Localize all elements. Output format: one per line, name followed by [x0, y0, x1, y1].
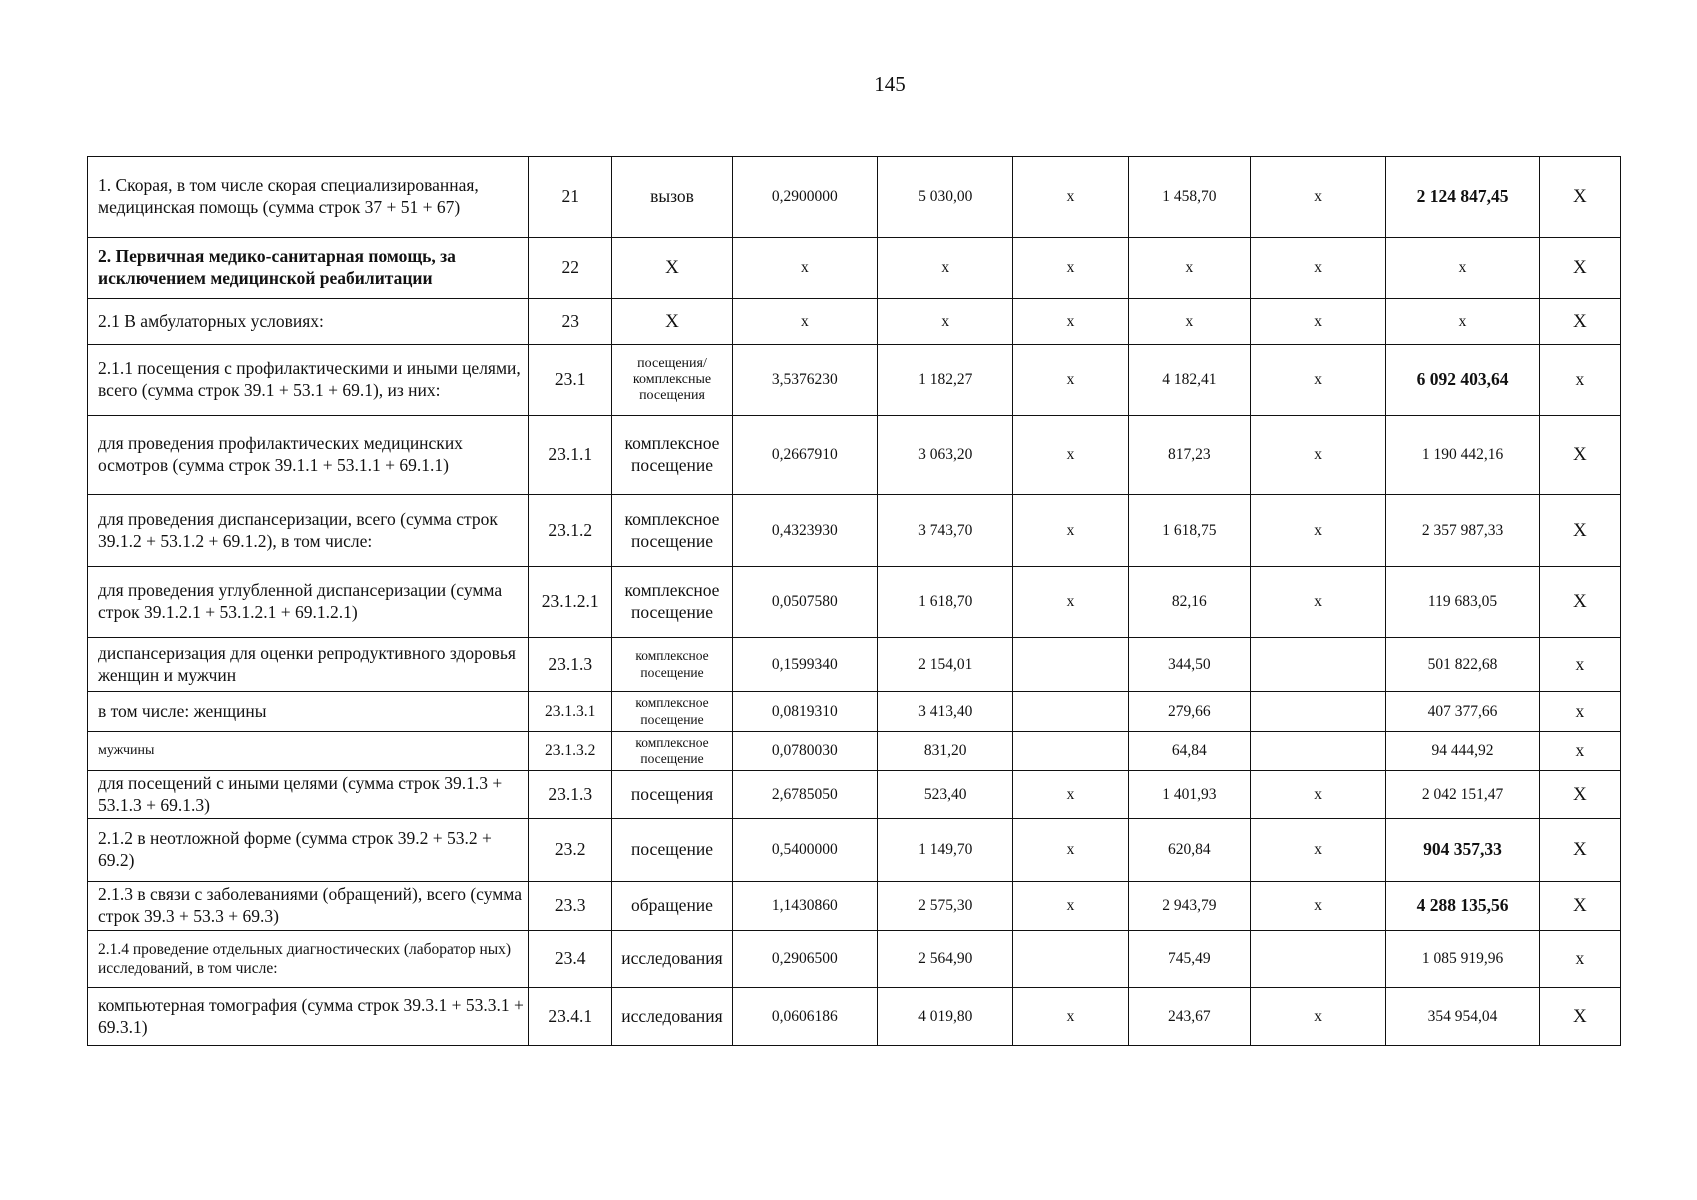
row-col7: 1 618,75 — [1128, 495, 1250, 567]
row-norm: 0,0780030 — [732, 732, 877, 771]
table-row — [88, 771, 1621, 819]
row-unit: комплексное посещение — [612, 732, 732, 771]
row-code: 23.1.1 — [529, 416, 612, 495]
row-code: 23.1.2.1 — [529, 567, 612, 638]
row-code: 23.4 — [529, 931, 612, 988]
row-col6: х — [1013, 819, 1128, 882]
row-name: для проведения углубленной диспансеризации (сумма строк 39.1.2.1 + 53.1.2.1 + 69.1.2.1) — [88, 567, 529, 638]
row-col7: 82,16 — [1128, 567, 1250, 638]
row-col7: 745,49 — [1128, 931, 1250, 988]
row-unit: Х — [612, 238, 732, 299]
row-norm: х — [732, 299, 877, 345]
row-unit: комплексное посещение — [612, 495, 732, 567]
row-name: мужчины — [88, 732, 529, 771]
row-col7: 1 401,93 — [1128, 771, 1250, 819]
row-col8: х — [1250, 157, 1385, 238]
page-number: 145 — [874, 72, 906, 96]
row-col7: 1 458,70 — [1128, 157, 1250, 238]
row-col6: х — [1013, 345, 1128, 416]
table-row — [88, 416, 1621, 495]
row-norm: 0,0606186 — [732, 988, 877, 1046]
table-row — [88, 638, 1621, 692]
row-col8: х — [1250, 416, 1385, 495]
row-col9: 354 954,04 — [1386, 988, 1539, 1046]
table-row — [88, 495, 1621, 567]
row-norm: 1,1430860 — [732, 882, 877, 931]
row-code: 23 — [529, 299, 612, 345]
row-name: 1. Скорая, в том числе скорая специализированная, медицинская помощь (сумма строк 37 + 51 + 67) — [88, 157, 529, 238]
row-norm: 0,5400000 — [732, 819, 877, 882]
row-code: 21 — [529, 157, 612, 238]
row-col9: х — [1386, 299, 1539, 345]
row-cost: 1 618,70 — [878, 567, 1013, 638]
row-col10: х — [1539, 732, 1620, 771]
row-col9: 94 444,92 — [1386, 732, 1539, 771]
row-col10: Х — [1539, 157, 1620, 238]
row-cost: х — [878, 299, 1013, 345]
row-col9: 1 085 919,96 — [1386, 931, 1539, 988]
row-cost: 523,40 — [878, 771, 1013, 819]
row-cost: 3 063,20 — [878, 416, 1013, 495]
row-col9: 1 190 442,16 — [1386, 416, 1539, 495]
row-col6 — [1013, 732, 1128, 771]
row-col9: х — [1386, 238, 1539, 299]
row-unit: исследования — [612, 988, 732, 1046]
row-cost: 2 575,30 — [878, 882, 1013, 931]
row-cost: 831,20 — [878, 732, 1013, 771]
row-norm: 0,1599340 — [732, 638, 877, 692]
row-col8 — [1250, 732, 1385, 771]
row-col6 — [1013, 931, 1128, 988]
row-code: 23.1.3 — [529, 771, 612, 819]
row-col9: 2 124 847,45 — [1386, 157, 1539, 238]
row-col8 — [1250, 692, 1385, 732]
row-col7: х — [1128, 238, 1250, 299]
row-col6: х — [1013, 238, 1128, 299]
row-col8: х — [1250, 238, 1385, 299]
row-unit: обращение — [612, 882, 732, 931]
row-norm: 0,0819310 — [732, 692, 877, 732]
row-col9: 2 042 151,47 — [1386, 771, 1539, 819]
row-col8: х — [1250, 771, 1385, 819]
row-col8: х — [1250, 345, 1385, 416]
row-col9: 119 683,05 — [1386, 567, 1539, 638]
row-cost: 4 019,80 — [878, 988, 1013, 1046]
row-col9: 2 357 987,33 — [1386, 495, 1539, 567]
row-cost: 5 030,00 — [878, 157, 1013, 238]
row-col7: 279,66 — [1128, 692, 1250, 732]
row-name: в том числе: женщины — [88, 692, 529, 732]
row-name: 2. Первичная медико-санитарная помощь, за исключением медицинской реабилитации — [88, 238, 529, 299]
row-col9: 501 822,68 — [1386, 638, 1539, 692]
row-name: 2.1.2 в неотложной форме (сумма строк 39.2 + 53.2 + 69.2) — [88, 819, 529, 882]
row-name: диспансеризация для оценки репродуктивного здоровья женщин и мужчин — [88, 638, 529, 692]
row-norm: х — [732, 238, 877, 299]
row-col6: х — [1013, 495, 1128, 567]
row-norm: 0,2667910 — [732, 416, 877, 495]
row-cost: 3 413,40 — [878, 692, 1013, 732]
row-col10: Х — [1539, 299, 1620, 345]
row-col7: 64,84 — [1128, 732, 1250, 771]
table-row — [88, 732, 1621, 771]
row-code: 23.3 — [529, 882, 612, 931]
row-cost: 2 154,01 — [878, 638, 1013, 692]
row-col8 — [1250, 638, 1385, 692]
row-code: 23.1.3.1 — [529, 692, 612, 732]
row-col6 — [1013, 638, 1128, 692]
row-col10: х — [1539, 345, 1620, 416]
row-col8: х — [1250, 819, 1385, 882]
row-code: 23.1.2 — [529, 495, 612, 567]
row-unit: посещения — [612, 771, 732, 819]
row-cost: х — [878, 238, 1013, 299]
row-col7: 4 182,41 — [1128, 345, 1250, 416]
row-code: 23.1.3.2 — [529, 732, 612, 771]
row-name: для проведения профилактических медицинских осмотров (сумма строк 39.1.1 + 53.1.1 + 69.1.1) — [88, 416, 529, 495]
row-name: 2.1.1 посещения с профилактическими и иными целями, всего (сумма строк 39.1 + 53.1 + 69.1), из них: — [88, 345, 529, 416]
row-col7: 620,84 — [1128, 819, 1250, 882]
table-row — [88, 157, 1621, 238]
row-col10: х — [1539, 931, 1620, 988]
row-col10: Х — [1539, 771, 1620, 819]
table-row — [88, 299, 1621, 345]
row-code: 23.2 — [529, 819, 612, 882]
row-col6: х — [1013, 771, 1128, 819]
row-col6: х — [1013, 299, 1128, 345]
row-col10: Х — [1539, 882, 1620, 931]
table-row — [88, 988, 1621, 1046]
row-col9: 407 377,66 — [1386, 692, 1539, 732]
row-col8: х — [1250, 299, 1385, 345]
row-col7: 2 943,79 — [1128, 882, 1250, 931]
row-col10: Х — [1539, 495, 1620, 567]
row-unit: комплексное посещение — [612, 567, 732, 638]
row-col10: Х — [1539, 416, 1620, 495]
row-col10: Х — [1539, 238, 1620, 299]
row-col8: х — [1250, 882, 1385, 931]
row-cost: 1 149,70 — [878, 819, 1013, 882]
row-unit: комплексное посещение — [612, 692, 732, 732]
row-code: 23.1 — [529, 345, 612, 416]
tariff-table — [87, 156, 1621, 1046]
table-row — [88, 882, 1621, 931]
row-col10: Х — [1539, 819, 1620, 882]
row-name: 2.1.3 в связи с заболеваниями (обращений), всего (сумма строк 39.3 + 53.3 + 69.3) — [88, 882, 529, 931]
row-col6: х — [1013, 567, 1128, 638]
row-norm: 2,6785050 — [732, 771, 877, 819]
row-col9: 6 092 403,64 — [1386, 345, 1539, 416]
row-code: 22 — [529, 238, 612, 299]
row-cost: 3 743,70 — [878, 495, 1013, 567]
row-col8 — [1250, 931, 1385, 988]
table-row — [88, 692, 1621, 732]
row-col10: х — [1539, 638, 1620, 692]
row-norm: 3,5376230 — [732, 345, 877, 416]
row-unit: посещения/комплексные посещения — [612, 345, 732, 416]
row-col6: х — [1013, 988, 1128, 1046]
table-row — [88, 567, 1621, 638]
row-col8: х — [1250, 988, 1385, 1046]
row-unit: посещение — [612, 819, 732, 882]
row-col6: х — [1013, 157, 1128, 238]
row-name: 2.1.4 проведение отдельных диагностических (лаборатор ных) исследований, в том числе: — [88, 931, 529, 988]
row-col7: х — [1128, 299, 1250, 345]
table-row — [88, 931, 1621, 988]
row-col10: Х — [1539, 567, 1620, 638]
table-row — [88, 238, 1621, 299]
row-code: 23.4.1 — [529, 988, 612, 1046]
row-unit: вызов — [612, 157, 732, 238]
row-unit: комплексное посещение — [612, 416, 732, 495]
row-col9: 904 357,33 — [1386, 819, 1539, 882]
row-col8: х — [1250, 567, 1385, 638]
row-col8: х — [1250, 495, 1385, 567]
row-name: компьютерная томография (сумма строк 39.3.1 + 53.3.1 + 69.3.1) — [88, 988, 529, 1046]
row-col6 — [1013, 692, 1128, 732]
row-col7: 243,67 — [1128, 988, 1250, 1046]
table-row — [88, 345, 1621, 416]
row-col10: Х — [1539, 988, 1620, 1046]
row-norm: 0,0507580 — [732, 567, 877, 638]
row-col7: 817,23 — [1128, 416, 1250, 495]
row-col6: х — [1013, 882, 1128, 931]
row-col7: 344,50 — [1128, 638, 1250, 692]
row-unit: Х — [612, 299, 732, 345]
row-name: для проведения диспансеризации, всего (сумма строк 39.1.2 + 53.1.2 + 69.1.2), в том числе: — [88, 495, 529, 567]
row-norm: 0,2900000 — [732, 157, 877, 238]
row-norm: 0,4323930 — [732, 495, 877, 567]
row-name: 2.1 В амбулаторных условиях: — [88, 299, 529, 345]
row-cost: 2 564,90 — [878, 931, 1013, 988]
row-cost: 1 182,27 — [878, 345, 1013, 416]
row-code: 23.1.3 — [529, 638, 612, 692]
row-col6: х — [1013, 416, 1128, 495]
row-unit: исследования — [612, 931, 732, 988]
row-col10: х — [1539, 692, 1620, 732]
row-name: для посещений с иными целями (сумма строк 39.1.3 + 53.1.3 + 69.1.3) — [88, 771, 529, 819]
row-unit: комплексное посещение — [612, 638, 732, 692]
row-col9: 4 288 135,56 — [1386, 882, 1539, 931]
table-row — [88, 819, 1621, 882]
row-norm: 0,2906500 — [732, 931, 877, 988]
